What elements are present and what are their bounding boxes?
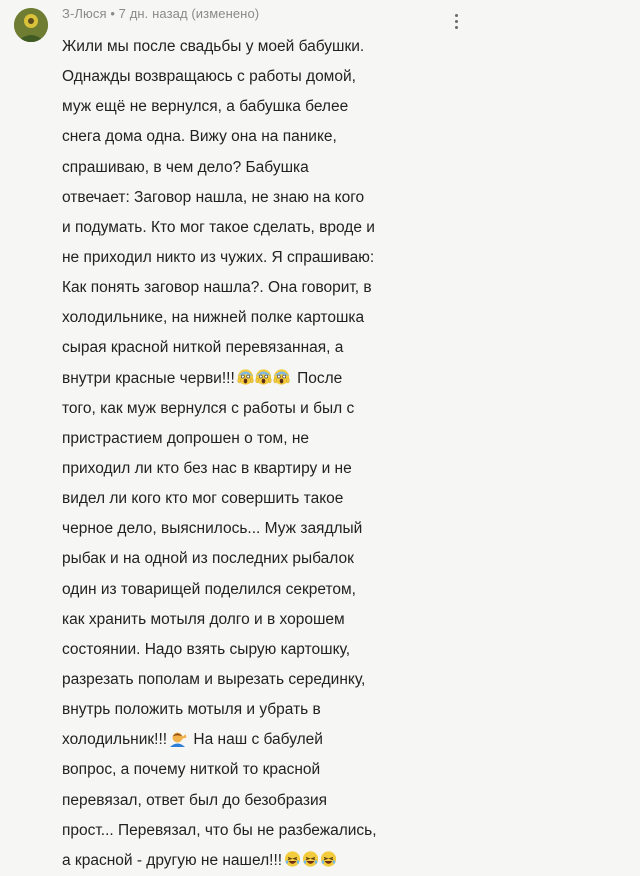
comment-line <box>62 605 472 635</box>
line-text: прост... Перевязал, что бы не разбежались, <box>62 821 377 839</box>
line-text: внутри красные черви!!! <box>62 369 235 387</box>
line-text: не приходил никто из чужих. Я спрашиваю: <box>62 248 375 266</box>
comment-line <box>62 484 472 514</box>
avatar-image <box>14 8 48 42</box>
comment-line <box>62 303 472 333</box>
line-text: Однажды возвращаюсь с работы домой, <box>62 68 356 86</box>
comment-line <box>62 575 472 605</box>
comment-line <box>62 32 472 62</box>
comment-line <box>62 816 472 846</box>
comment <box>10 4 480 869</box>
line-text: Жили мы после свадьбы у моей бабушки. <box>62 38 365 55</box>
comment-meta: З-Люся • 7 дн. назад (изменено) <box>62 6 260 21</box>
line-text: отвечает: Заговор нашла, не знаю на кого <box>62 188 365 206</box>
comment-line <box>62 424 472 454</box>
line-text-continued: После <box>292 369 343 387</box>
person-emoji <box>169 730 187 748</box>
comment-line <box>62 62 472 92</box>
line-text: состоянии. Надо взять сырую картошку, <box>62 640 351 658</box>
line-text: перевязал, ответ был до безобразия <box>62 791 328 809</box>
comment-line <box>62 364 472 394</box>
comment-line <box>62 153 472 183</box>
comment-line <box>62 635 472 665</box>
line-text-continued: На наш с бабулей <box>189 731 323 749</box>
comment-line <box>62 665 472 695</box>
line-text: приходил ли кто без нас в квартиру и не <box>62 459 352 477</box>
line-text: и подумать. Кто мог такое сделать, вроде и <box>62 218 375 236</box>
comment-line <box>62 333 472 363</box>
line-text: Как понять заговор нашла?. Она говорит, в <box>62 279 372 297</box>
scream-emoji-group <box>237 364 291 394</box>
line-text: муж ещё не вернулся, а бабушка белее <box>62 98 349 116</box>
line-text: пристрастием допрошен о том, не <box>62 429 309 447</box>
line-text: сырая красной ниткой перевязанная, а <box>62 339 344 357</box>
laughing-emoji <box>284 850 338 868</box>
laughing-emoji-group <box>284 846 338 876</box>
line-text: черное дело, выяснилось... Муж заядлый <box>62 520 363 538</box>
comment-line <box>62 544 472 574</box>
comment-line <box>62 514 472 544</box>
more-options-icon[interactable] <box>450 10 464 34</box>
comment-line <box>62 846 472 876</box>
line-text: того, как муж вернулся с работы и был с <box>62 399 355 417</box>
line-text: внутрь положить мотыля и убрать в <box>62 701 321 719</box>
comment-line <box>62 122 472 152</box>
line-text: холодильнике, на нижней полке картошка <box>62 309 365 327</box>
comment-line <box>62 695 472 725</box>
avatar[interactable] <box>14 8 48 42</box>
line-text: разрезать пополам и вырезать серединку, <box>62 670 366 688</box>
comment-line <box>62 394 472 424</box>
comment-line <box>62 454 472 484</box>
line-text: один из товарищей поделился секретом, <box>62 580 356 598</box>
line-text: спрашиваю, в чем дело? Бабушка <box>62 158 309 176</box>
comment-line <box>62 92 472 122</box>
comment-line <box>62 243 472 273</box>
comment-line <box>62 213 472 243</box>
comment-line <box>62 786 472 816</box>
comment-line <box>62 755 472 785</box>
comment-line <box>62 725 472 755</box>
scream-emoji <box>237 368 291 386</box>
comment-line <box>62 273 472 303</box>
person-emoji-group <box>169 725 187 755</box>
line-text: снега дома одна. Вижу она на панике, <box>62 128 337 146</box>
line-text: видел ли кого кто мог совершить такое <box>62 490 344 508</box>
line-text: холодильник!!! <box>62 731 168 749</box>
line-text: вопрос, а почему ниткой то красной <box>62 761 321 779</box>
line-text: а красной - другую не нашел!!! <box>62 851 283 869</box>
line-text: рыбак и на одной из последних рыбалок <box>62 550 354 568</box>
comment-text <box>62 32 472 876</box>
comment-line <box>62 183 472 213</box>
line-text: как хранить мотыля долго и в хорошем <box>62 610 345 628</box>
